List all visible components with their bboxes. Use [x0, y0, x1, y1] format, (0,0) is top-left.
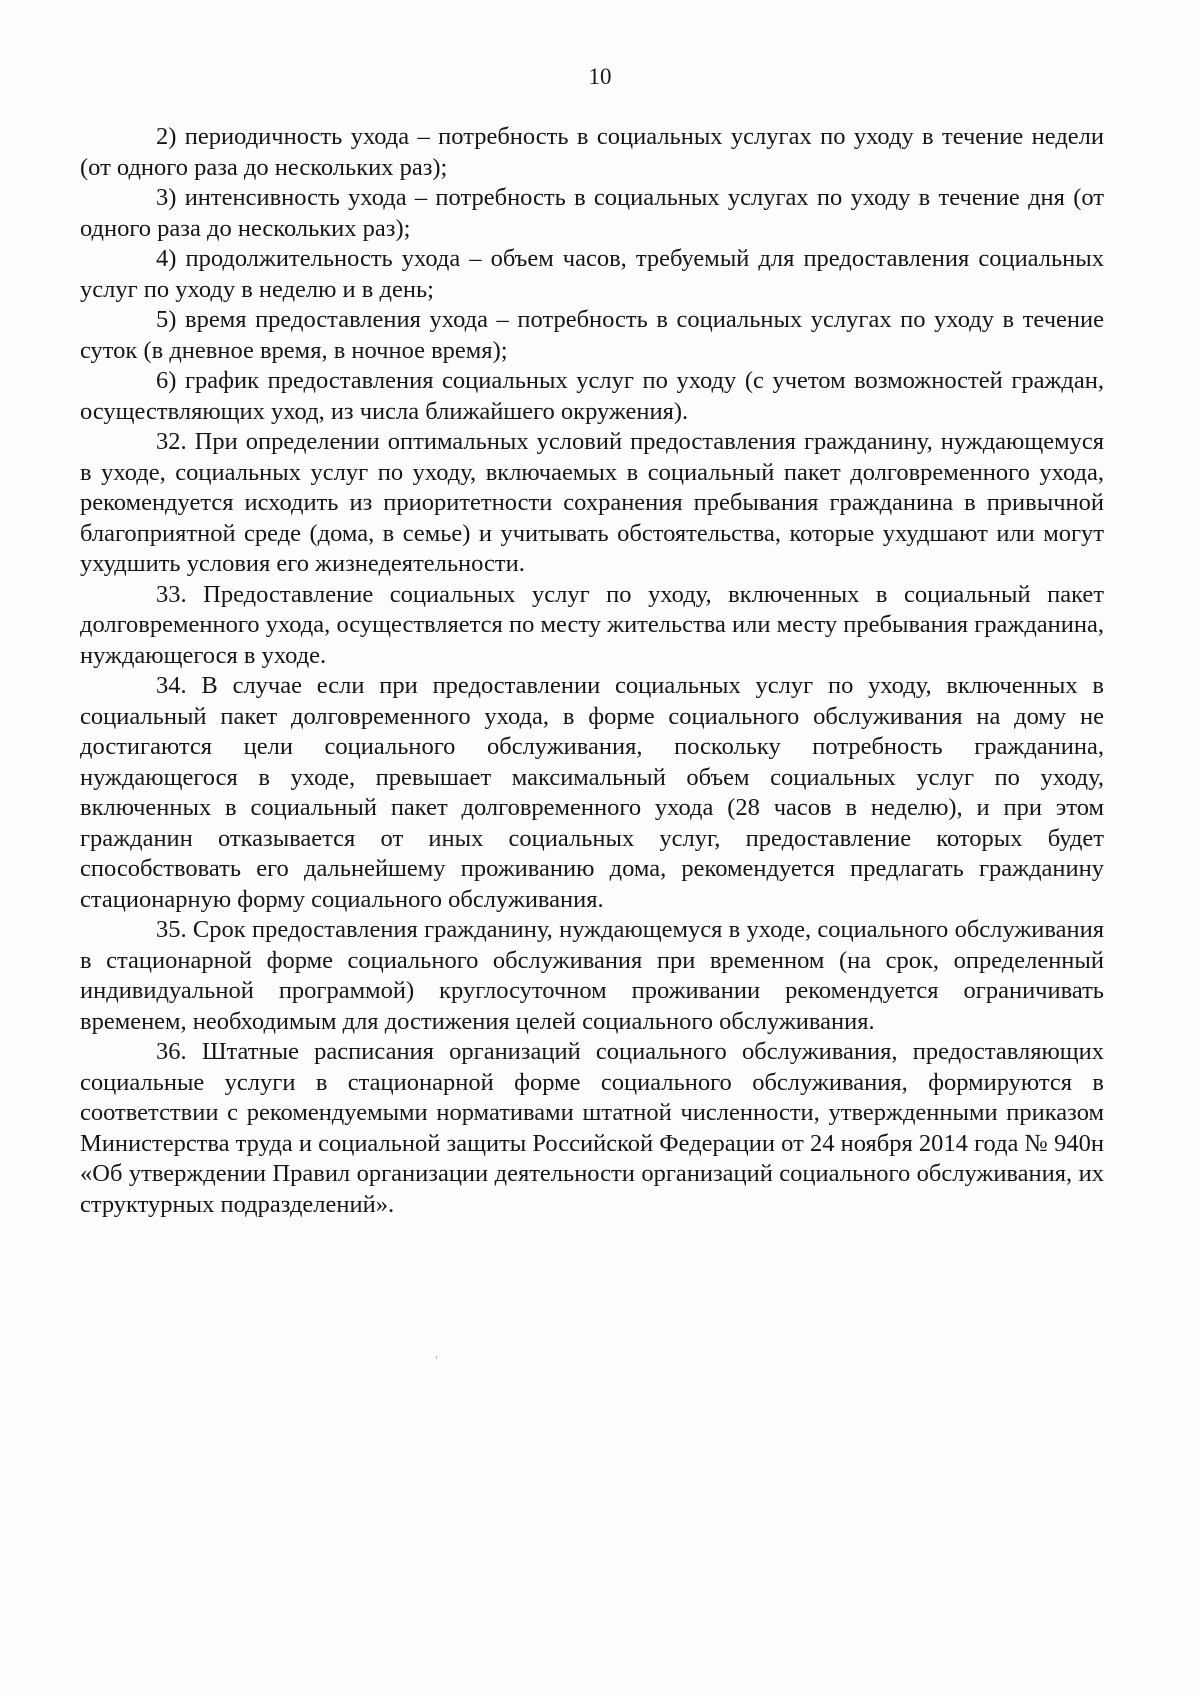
page-number: 10	[588, 64, 612, 89]
paragraph-item-3-intensity: 3) интенсивность ухода – потребность в социальных услугах по уходу в течение дня (от одного раза до нескольких раз);	[80, 184, 1104, 242]
paragraph-clause-36: 36. Штатные расписания организаций социального обслуживания, предоставляющих социальные услуги в стационарной форме социального обслуживания, формируются в соответствии с рекомендуемыми нормативами штатной численности, утвержденными приказом Министерства труда и социальной защиты Российской Федерации от 24 ноября 2014 года № 940н «Об утверждении Правил организации деятельности организаций социального обслуживания, их структурных подразделений».	[80, 1038, 1104, 1218]
paragraph-clause-33: 33. Предоставление социальных услуг по уходу, включенных в социальный пакет долговременного ухода, осуществляется по месту жительства или месту пребывания гражданина, нуждающегося в уходе.	[80, 580, 1104, 669]
document-body	[80, 122, 1104, 1220]
paragraph-clause-34: 34. В случае если при предоставлении социальных услуг по уходу, включенных в социальный пакет долговременного ухода, в форме социального обслуживания на дому не достигаются цели социального обслуживания, поскольку потребность гражданина, нуждающегося в уходе, превышает максимальный объем социальных услуг по уходу, включенных в социальный пакет долговременного ухода (28 часов в неделю), и при этом гражданин отказывается от иных социальных услуг, предоставление которых будет способствовать его дальнейшему проживанию дома, рекомендуется предлагать гражданину стационарную форму социального обслуживания.	[80, 672, 1104, 913]
scan-speck	[436, 1356, 437, 1359]
paragraph-clause-32: 32. При определении оптимальных условий предоставления гражданину, нуждающемуся в уходе, социальных услуг по уходу, включаемых в социальный пакет долговременного ухода, рекомендуется исходить из приоритетности сохранения пребывания гражданина в привычной благоприятной среде (дома, в семье) и учитывать обстоятельства, которые ухудшают или могут ухудшить условия его жизнедеятельности.	[80, 428, 1104, 577]
paragraph-item-2-periodicity: 2) периодичность ухода – потребность в социальных услугах по уходу в течение недели (от одного раза до нескольких раз);	[80, 123, 1104, 181]
paragraph-clause-35: 35. Срок предоставления гражданину, нуждающемуся в уходе, социального обслуживания в стационарной форме социального обслуживания при временном (на срок, определенный индивидуальной программой) круглосуточном проживании рекомендуется ограничивать временем, необходимым для достижения целей социального обслуживания.	[80, 916, 1104, 1035]
paragraph-item-6-schedule: 6) график предоставления социальных услуг по уходу (с учетом возможностей граждан, осуществляющих уход, из числа ближайшего окружения).	[80, 367, 1104, 425]
paragraph-item-5-time: 5) время предоставления ухода – потребность в социальных услугах по уходу в течение суток (в дневное время, в ночное время);	[80, 306, 1104, 364]
paragraph-item-4-duration: 4) продолжительность ухода – объем часов, требуемый для предоставления социальных услуг по уходу в неделю и в день;	[80, 245, 1104, 303]
